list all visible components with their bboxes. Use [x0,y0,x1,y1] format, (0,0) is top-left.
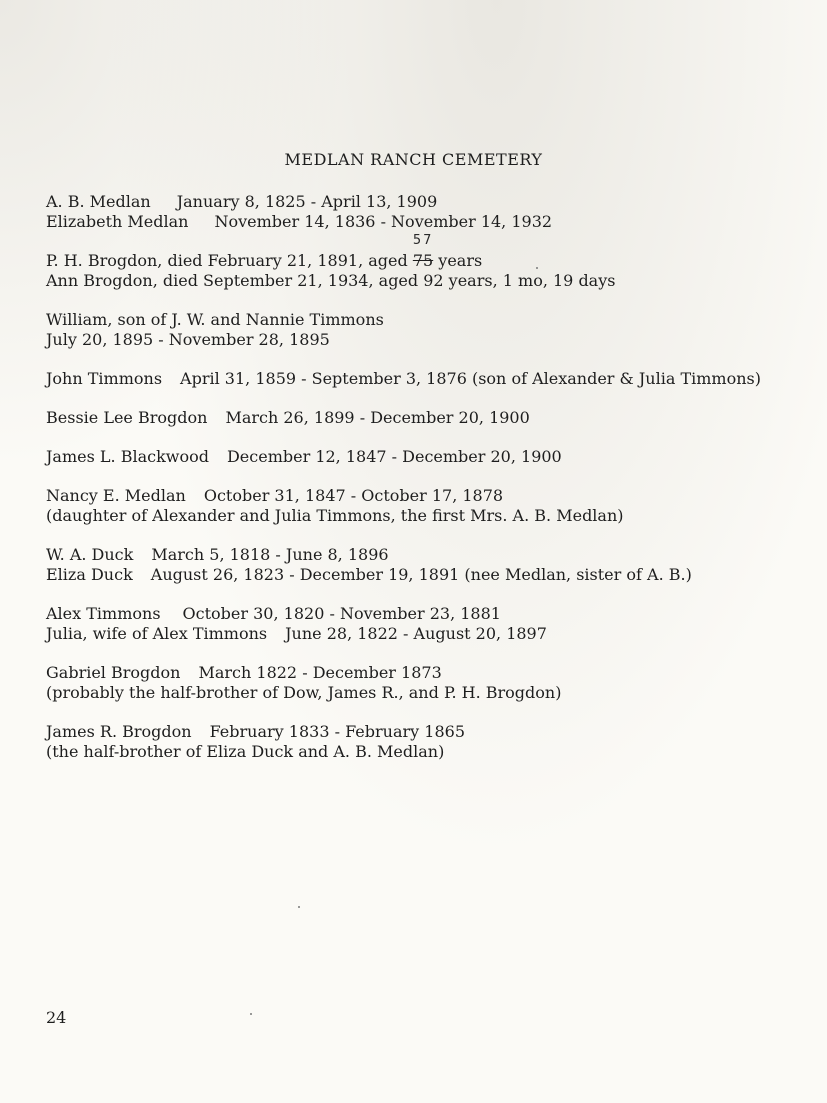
burial-dates: February 1833 - February 1865 [209,722,465,741]
burial-line [46,369,786,389]
burial-line [46,233,786,271]
burial-entry [46,408,786,428]
burial-text: Ann Brogdon, died September 21, 1934, aged 92 years, 1 mo, 19 days [46,271,616,290]
page-title: MEDLAN RANCH CEMETERY [284,150,543,169]
handwritten-age-annotation: 57 [412,233,434,248]
burial-line [46,663,786,683]
burial-line [46,330,786,350]
burial-entry [46,486,786,526]
paper-speck [250,1013,252,1015]
burial-line [46,624,786,644]
person-name: James L. Blackwood [46,447,209,466]
burial-line [46,565,786,585]
burial-line [46,447,786,467]
burial-entry [46,233,786,291]
burial-line [46,271,786,291]
burial-entry [46,722,786,762]
burial-text: P. H. Brogdon, died February 21, 1891, aged [46,251,408,270]
burial-entry [46,369,786,389]
burial-dates: March 26, 1899 - December 20, 1900 [225,408,530,427]
person-name: Eliza Duck [46,565,133,584]
person-name: A. B. Medlan [46,192,151,211]
burial-line [46,212,786,232]
burial-dates: April 31, 1859 - September 3, 1876 (son of Alexander & Julia Timmons) [180,369,761,388]
burial-entry [46,604,786,644]
burial-dates: December 12, 1847 - December 20, 1900 [226,447,562,466]
burial-line [46,545,786,565]
burial-dates: July 20, 1895 - November 28, 1895 [46,330,330,349]
burial-dates: August 26, 1823 - December 19, 1891 (nee Medlan, sister of A. B.) [150,565,692,584]
burial-line [46,722,786,742]
person-name: Gabriel Brogdon [46,663,181,682]
burial-entry [46,447,786,467]
burial-line [46,742,786,762]
burial-dates: October 30, 1820 - November 23, 1881 [182,604,501,623]
burial-dates: March 5, 1818 - June 8, 1896 [151,545,389,564]
burial-dates: January 8, 1825 - April 13, 1909 [176,192,438,211]
person-name: Julia, wife of Alex Timmons [46,624,268,643]
person-name: Elizabeth Medlan [46,212,189,231]
burial-entry [46,545,786,585]
burial-note: (probably the half-brother of Dow, James R., and P. H. Brogdon) [46,683,562,702]
burial-entry [46,192,786,232]
person-name: Bessie Lee Brogdon [46,408,208,427]
burial-dates: March 1822 - December 1873 [198,663,442,682]
burial-entry [46,310,786,350]
burial-line [46,506,786,526]
burial-dates: June 28, 1822 - August 20, 1897 [285,624,547,643]
burial-dates: November 14, 1836 - November 14, 1932 [214,212,553,231]
burial-line [46,604,786,624]
burial-line [46,310,786,330]
person-name: James R. Brogdon [46,722,192,741]
paper-speck [536,267,538,269]
person-name: Nancy E. Medlan [46,486,186,505]
burial-entry [46,663,786,703]
burial-line [46,408,786,428]
person-name: John Timmons [46,369,163,388]
burial-list [46,192,786,781]
burial-text: William, son of J. W. and Nannie Timmons [46,310,384,329]
burial-note: (the half-brother of Eliza Duck and A. B. Medlan) [46,742,445,761]
age-correction [412,233,434,271]
person-name: W. A. Duck [46,545,134,564]
burial-dates: October 31, 1847 - October 17, 1878 [203,486,504,505]
paper-speck [298,906,300,908]
burial-note: (daughter of Alexander and Julia Timmons, the first Mrs. A. B. Medlan) [46,506,624,525]
burial-line [46,683,786,703]
struck-age: 75 [412,251,434,270]
burial-text: years [438,251,483,270]
person-name: Alex Timmons [46,604,161,623]
burial-line [46,192,786,212]
burial-line [46,486,786,506]
page-number: 24 [46,1008,67,1027]
